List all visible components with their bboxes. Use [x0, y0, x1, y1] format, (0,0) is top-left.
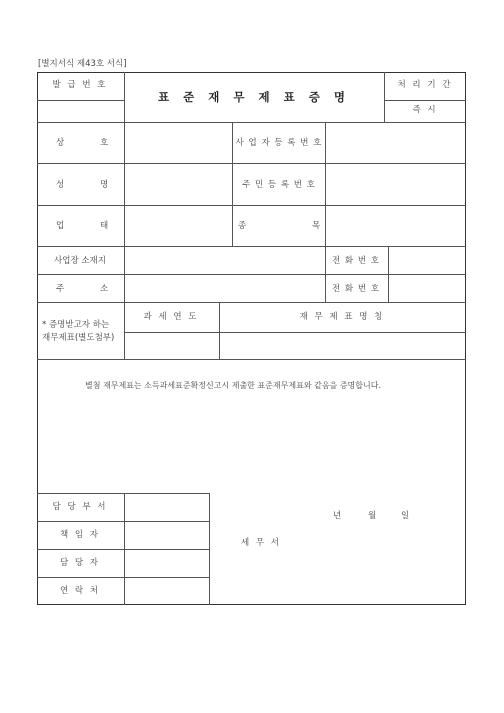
business-type-field[interactable]	[126, 207, 230, 245]
business-address-label: 사업장 소재지	[54, 256, 106, 266]
phone-number-label-1: 전 화 번 호	[332, 256, 380, 266]
business-type-label-left: 업	[56, 221, 65, 231]
business-type-label-right: 태	[100, 221, 109, 231]
business-reg-number-label: 사 업 자 등 록 번 호	[235, 138, 323, 148]
tax-office-label: 세 무 서	[240, 538, 282, 548]
address-label-left: 주	[56, 284, 65, 294]
tax-year-field[interactable]	[126, 334, 217, 358]
address-label-right: 소	[100, 284, 109, 294]
issue-number-field[interactable]	[40, 102, 122, 120]
trade-name-field[interactable]	[126, 124, 230, 162]
processing-period-value: 즉 시	[412, 105, 438, 115]
phone-number-field-2[interactable]	[390, 276, 464, 301]
item-label-left: 종	[238, 221, 247, 231]
item-label-right: 목	[312, 221, 321, 231]
phone-number-field-1[interactable]	[390, 248, 464, 273]
item-field[interactable]	[327, 207, 464, 245]
date-month-label: 월	[368, 511, 377, 521]
issue-number-label: 발 급 번 호	[52, 80, 108, 90]
statements-label-line1: * 증명받고자 하는	[42, 320, 110, 330]
statement-name-label: 재 무 제 표 명 칭	[299, 312, 385, 322]
address-field[interactable]	[126, 276, 323, 301]
certification-text: 별첨 재무제표는 소득과세표준확정신고시 제출한 표준재무제표와 같음을 증명합니다.	[84, 381, 382, 390]
staff-label: 담 당 자	[59, 558, 101, 568]
statements-label-line2: 재무제표(별도첨부)	[42, 333, 115, 343]
department-label: 담 당 부 서	[52, 502, 108, 512]
processing-period-label: 처 리 기 간	[397, 80, 453, 90]
phone-number-label-2: 전 화 번 호	[332, 284, 380, 294]
manager-field[interactable]	[126, 523, 207, 548]
business-reg-number-field[interactable]	[327, 124, 464, 162]
trade-name-label-right: 호	[100, 138, 109, 148]
manager-label: 책 임 자	[59, 530, 101, 540]
date-day-label: 일	[401, 511, 410, 521]
name-label-right: 명	[100, 180, 109, 190]
form-number: [별지서식 제43호 서식]	[38, 59, 127, 69]
contact-field[interactable]	[126, 579, 207, 604]
page-title: 표 준 재 무 제 표 증 명	[158, 90, 350, 104]
trade-name-label-left: 상	[56, 138, 65, 148]
staff-field[interactable]	[126, 551, 207, 576]
date-year-label: 년	[333, 511, 342, 521]
name-field[interactable]	[126, 165, 230, 204]
resident-reg-number-label: 주 민 등 록 번 호	[242, 180, 316, 190]
tax-year-label: 과 세 연 도	[143, 312, 199, 322]
department-field[interactable]	[126, 495, 207, 520]
resident-reg-number-field[interactable]	[327, 165, 464, 204]
contact-label: 연 락 처	[59, 586, 101, 596]
statement-name-field[interactable]	[221, 334, 464, 358]
business-address-field[interactable]	[126, 248, 323, 273]
name-label-left: 성	[56, 180, 65, 190]
